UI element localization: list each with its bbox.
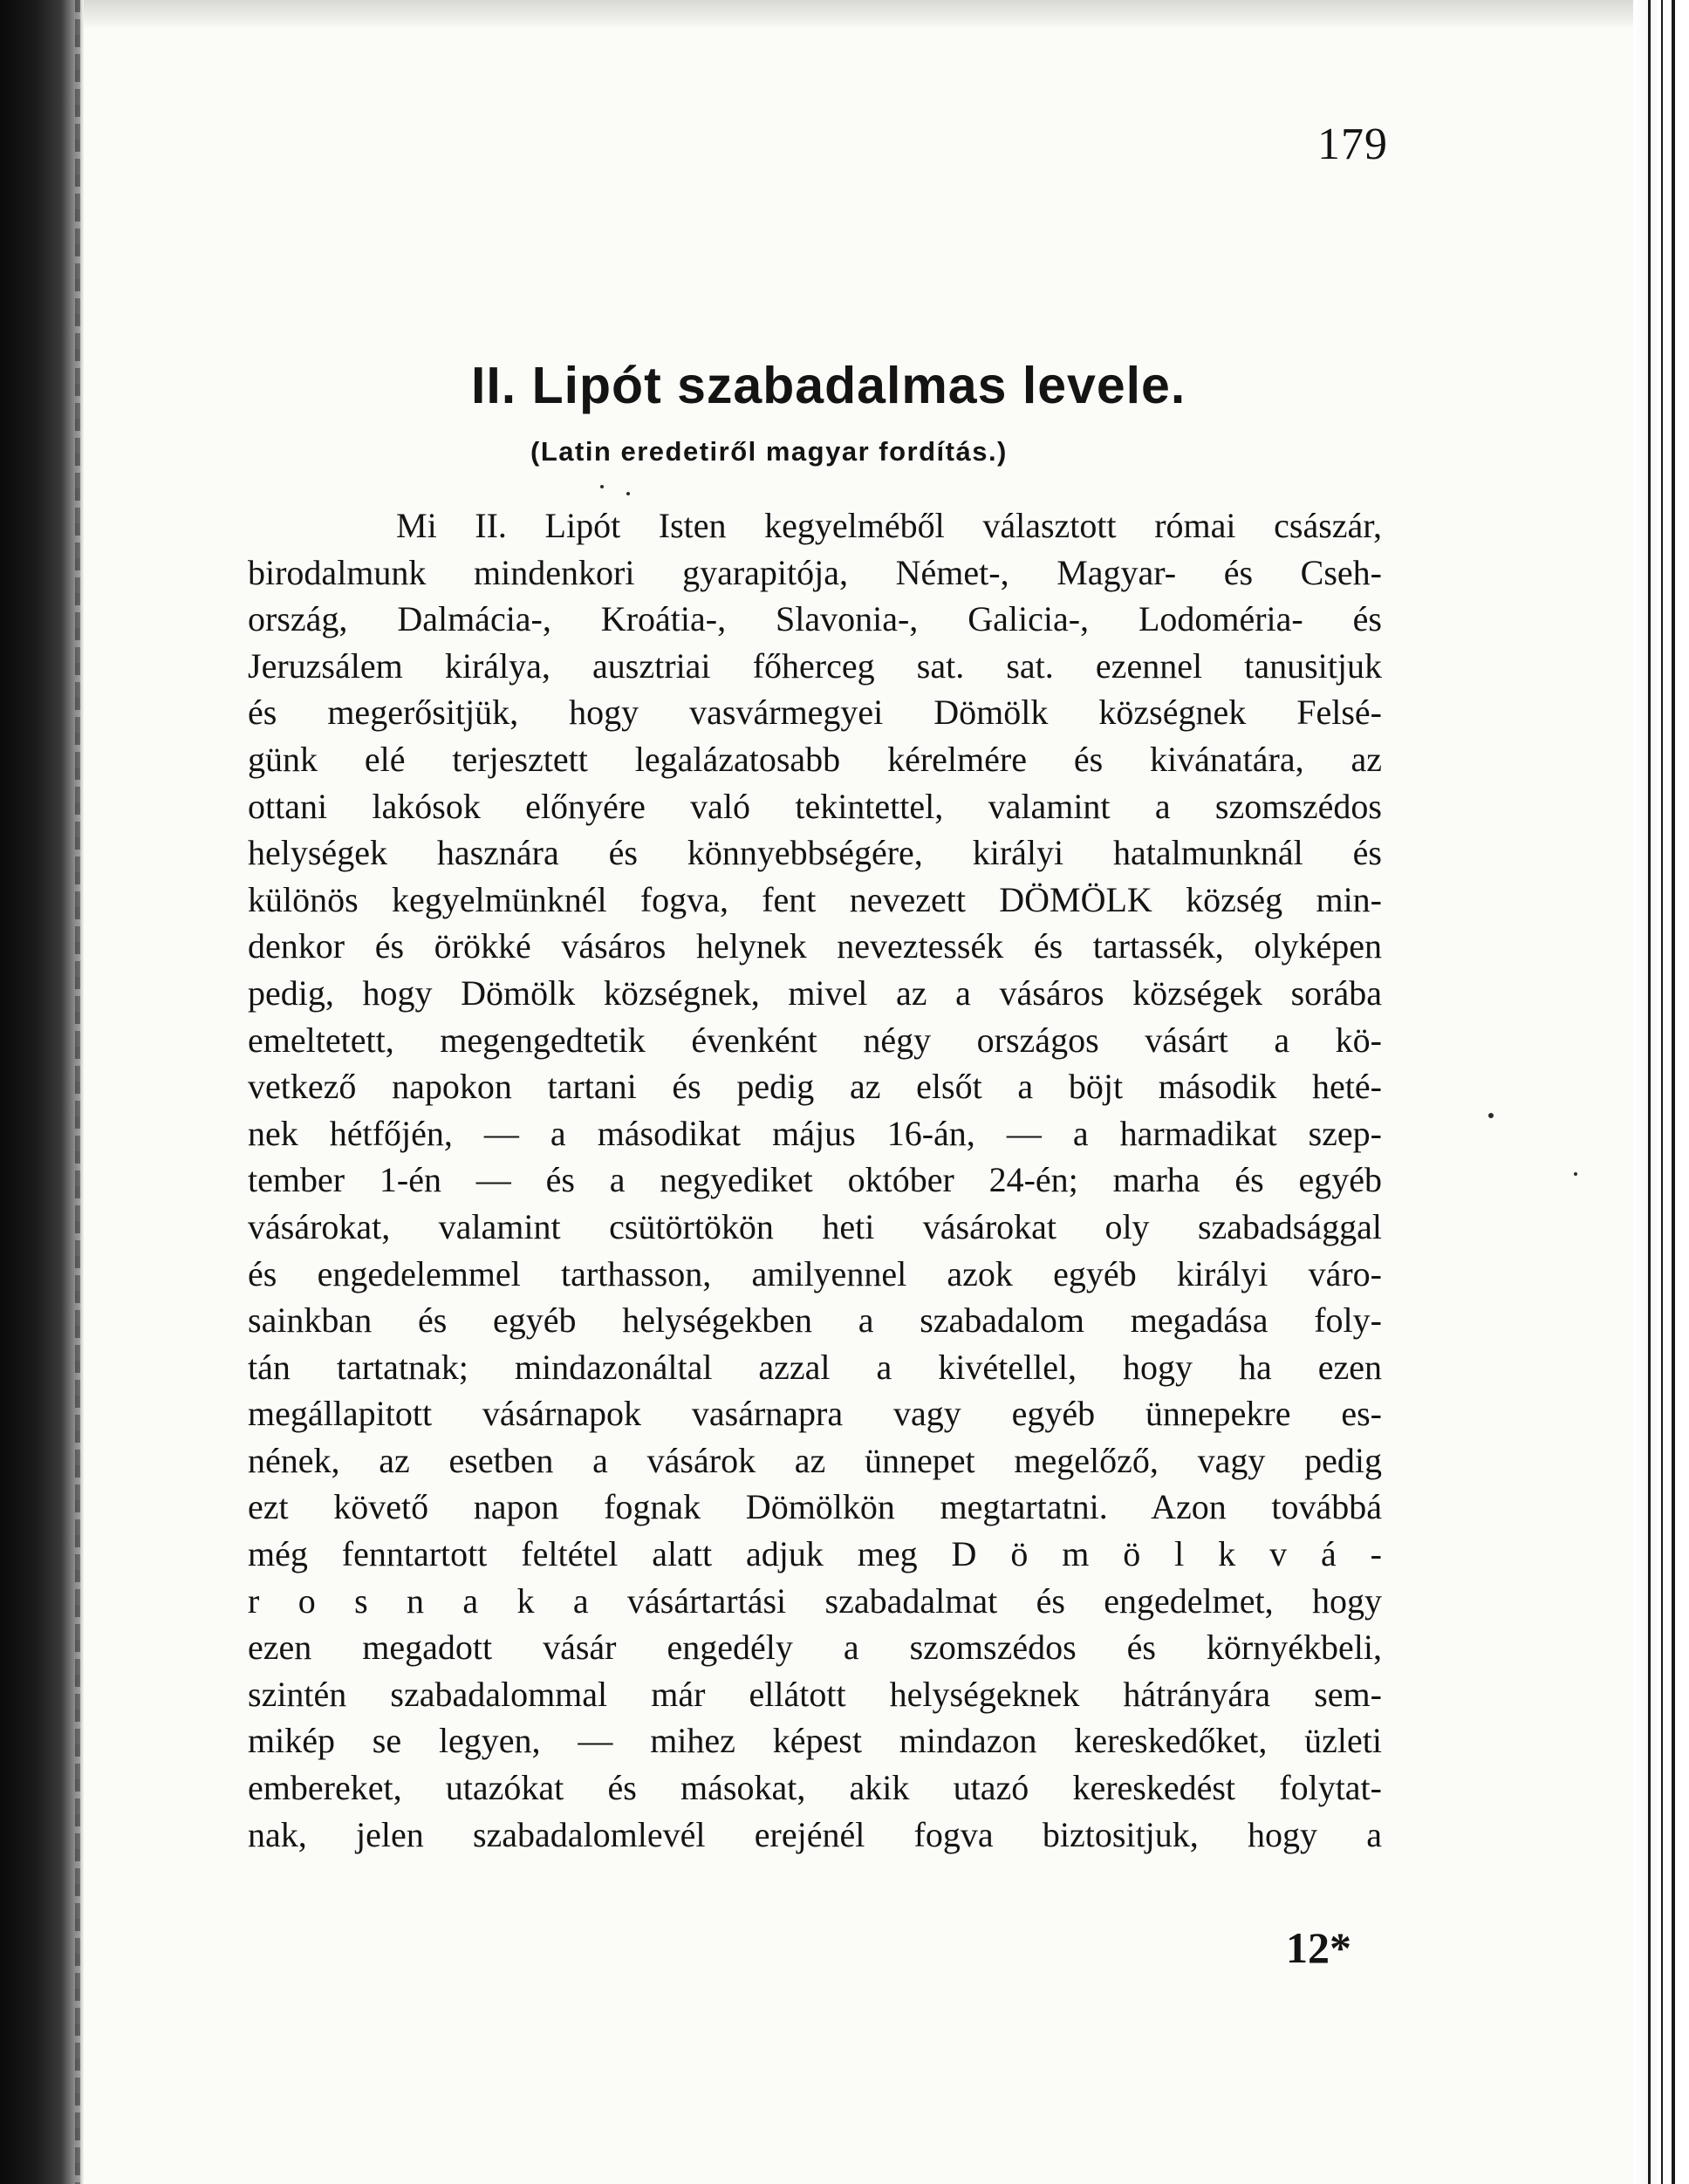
text-line: ezt követő napon fognak Dömölkön megtartatni. Azon továbbá	[248, 1487, 1382, 1527]
text-line: mikép se legyen, — mihez képest mindazon kereskedőket, üzleti	[248, 1721, 1382, 1761]
body-text	[248, 502, 1382, 1858]
chapter-subtitle: (Latin eredetiről magyar fordítás.)	[530, 436, 1008, 467]
scan-speck	[626, 492, 630, 495]
text-line: nek hétfőjén, — a másodikat május 16-án, — a harmadikat szep-	[248, 1113, 1382, 1153]
text-line: nének, az esetben a vásárok az ünnepet megelőző, vagy pedig	[248, 1440, 1382, 1480]
text-line: pedig, hogy Dömölk községnek, mivel az a vásáros községek sorába	[248, 973, 1382, 1013]
text-line: embereket, utazókat és másokat, akik utazó kereskedést folytat-	[248, 1768, 1382, 1808]
page-top-shadow	[84, 0, 1654, 30]
text-line: r o s n a k a vásártartási szabadalmat és engedelmet, hogy	[248, 1580, 1382, 1621]
text-line: tán tartatnak; mindazonáltal azzal a kivétellel, hogy ha ezen	[248, 1347, 1382, 1387]
chapter-title: II. Lipót szabadalmas levele.	[471, 357, 1186, 414]
page-number: 179	[1317, 119, 1388, 169]
text-line: günk elé terjesztett legalázatosabb kérelmére és kivánatára, az	[248, 739, 1382, 779]
text-line: nak, jelen szabadalomlevél erejénél fogva biztositjuk, hogy a	[248, 1814, 1382, 1854]
text-line: sainkban és egyéb helységekben a szabadalom megadása foly-	[248, 1300, 1382, 1341]
page-edge-line	[1672, 0, 1675, 2184]
text-line: ország, Dalmácia-, Kroátia-, Slavonia-, Galicia-, Lodoméria- és	[248, 599, 1382, 639]
scan-speck	[1488, 1113, 1494, 1118]
text-line: vetkező napokon tartani és pedig az elsőt a böjt második heté-	[248, 1067, 1382, 1107]
text-line: és megerősitjük, hogy vasvármegyei Dömölk községnek Felsé-	[248, 693, 1382, 733]
text-line: Mi II. Lipót Isten kegyelméből választott római császár,	[396, 506, 1382, 545]
text-line: ottani lakósok előnyére való tekintettel, valamint a szomszédos	[248, 786, 1382, 826]
text-line: különös kegyelmünknél fogva, fent nevezett DÖMÖLK község min-	[248, 879, 1382, 919]
text-line: és engedelemmel tarthasson, amilyennel azok egyéb királyi váro-	[248, 1253, 1382, 1293]
text-line: Jeruzsálem királya, ausztriai főherceg sat. sat. ezennel tanusitjuk	[248, 645, 1382, 686]
page-edge-line	[1661, 0, 1663, 2184]
text-line: még fenntartott feltétel alatt adjuk meg D ö m ö l k v á -	[248, 1534, 1382, 1574]
scan-speck	[1574, 1172, 1577, 1176]
page-edge-line	[1648, 0, 1651, 2184]
scan-speck	[600, 485, 604, 488]
text-line: emeltetett, megengedtetik évenként négy országos vásárt a kö-	[248, 1020, 1382, 1060]
signature-mark: 12*	[1286, 1923, 1351, 1972]
text-line: vásárokat, valamint csütörtökön heti vásárokat oly szabadsággal	[248, 1206, 1382, 1246]
text-line: tember 1-én — és a negyediket október 24-én; marha és egyéb	[248, 1160, 1382, 1200]
text-line: denkor és örökké vásáros helynek neveztessék és tartassék, olyképen	[248, 926, 1382, 966]
text-line: szintén szabadalommal már ellátott helységeknek hátrányára sem-	[248, 1674, 1382, 1714]
binding-gutter	[0, 0, 84, 2184]
text-line: megállapitott vásárnapok vasárnapra vagy egyéb ünnepekre es-	[248, 1394, 1382, 1434]
text-line: birodalmunk mindenkori gyarapitója, Német-, Magyar- és Cseh-	[248, 552, 1382, 592]
text-line: ezen megadott vásár engedély a szomszédos és környékbeli,	[248, 1628, 1382, 1668]
text-line: helységek hasznára és könnyebbségére, királyi hatalmunknál és	[248, 833, 1382, 873]
